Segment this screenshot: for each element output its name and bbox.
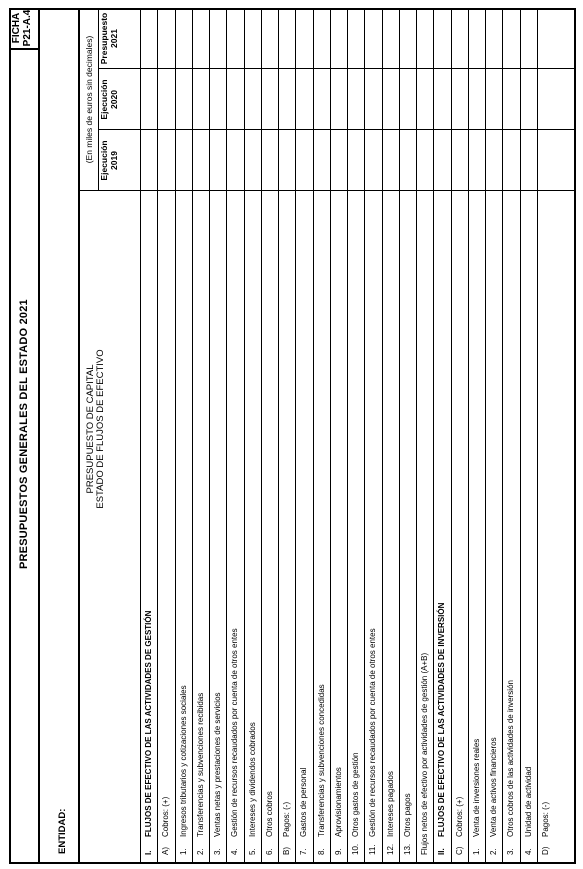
- row-label: Ventas netas y prestaciones de servicios: [213, 692, 222, 837]
- row-number: D): [540, 846, 550, 855]
- table-header-rule: [140, 8, 141, 864]
- row-rule: [157, 8, 158, 864]
- entity-label: ENTIDAD:: [57, 808, 68, 854]
- row-label: Otros cobros: [264, 791, 274, 837]
- row-rule: [347, 8, 348, 864]
- row-rule: [330, 8, 331, 864]
- row-label: FLUJOS DE EFECTIVO DE LAS ACTIVIDADES DE INVERSIÓN: [437, 602, 447, 837]
- row-label: Otros pagos: [402, 793, 412, 837]
- column-header-presupuesto-2021: [99, 8, 119, 69]
- document-title-line1: PRESUPUESTO DE CAPITAL: [85, 364, 96, 494]
- row-rule: [416, 8, 417, 864]
- row-rule: [382, 8, 383, 864]
- column-header-year: 2019: [109, 151, 119, 170]
- table-row-label: [230, 628, 240, 855]
- row-number: B): [282, 847, 291, 855]
- row-label: Intereses pagados: [385, 771, 395, 837]
- table-row-label: [524, 767, 534, 855]
- table-row-label: [403, 793, 413, 855]
- row-rule: [295, 8, 296, 864]
- row-number: II.: [437, 848, 447, 855]
- row-number: 1.: [178, 848, 188, 855]
- row-rule: [192, 8, 193, 864]
- table-row-label: [248, 722, 258, 855]
- row-label: Venta de inversiones reales: [471, 738, 481, 837]
- table-row-label: [317, 684, 327, 855]
- row-label: Venta de activos financieros: [489, 737, 498, 837]
- row-rule: [364, 8, 365, 864]
- table-row-label: [489, 737, 499, 855]
- row-label: Pagos: (-): [540, 801, 550, 837]
- row-number: 2.: [195, 848, 205, 855]
- column-header-line: Presupuesto: [99, 12, 109, 65]
- row-number: 9.: [333, 848, 343, 855]
- ficha-divider: [9, 48, 38, 50]
- row-rule: [537, 8, 538, 864]
- row-label: Transferencias y subvenciones concedidas: [316, 684, 326, 837]
- row-label: Gastos de personal: [299, 767, 309, 837]
- row-rule: [244, 8, 245, 864]
- table-row-label: [368, 628, 378, 855]
- row-label: FLUJOS DE EFECTIVO DE LAS ACTIVIDADES DE GESTIÓN: [144, 610, 153, 837]
- row-rule: [520, 8, 521, 864]
- table-row-label: [420, 653, 430, 855]
- row-label: Gestión de recursos recaudados por cuenta de otros entes: [368, 628, 378, 837]
- row-rule: [209, 8, 210, 864]
- row-rule: [468, 8, 469, 864]
- document-title-line2: ESTADO DE FLUJOS DE EFECTIVO: [95, 349, 106, 509]
- row-rule: [451, 8, 452, 864]
- row-label: Pagos: (-): [282, 801, 291, 837]
- table-row-label: [386, 771, 396, 855]
- row-number: 5.: [247, 848, 257, 855]
- row-rule: [399, 8, 400, 864]
- entity-rule: [78, 8, 80, 864]
- row-number: 2.: [489, 848, 498, 855]
- ficha-number: P21-A.4: [22, 9, 33, 47]
- table-row-label: [161, 797, 171, 855]
- column-header-ejecucion-2019: [99, 130, 119, 191]
- row-number: 8.: [316, 848, 326, 855]
- table-row-label: [144, 611, 154, 855]
- table-row-label: [506, 680, 516, 855]
- row-rule: [502, 8, 503, 864]
- row-number: 6.: [264, 848, 274, 855]
- table-row-label: [455, 797, 465, 855]
- row-label: Intereses y dividendos cobrados: [247, 722, 257, 837]
- column-header-year: 2020: [109, 90, 119, 109]
- table-row-label: [334, 767, 344, 855]
- column-header-year: 2021: [109, 29, 119, 48]
- row-number: 13.: [402, 843, 412, 855]
- table-row-label: [282, 802, 292, 855]
- page-title: PRESUPUESTOS GENERALES DEL ESTADO 2021: [18, 299, 30, 569]
- row-rule: [261, 8, 262, 864]
- row-label: Otros cobros de las actividades de inversión: [506, 680, 516, 837]
- ficha-label: FICHA: [11, 12, 22, 44]
- table-row-label: [265, 791, 275, 855]
- document-title: [86, 279, 106, 579]
- column-divider: [98, 68, 576, 69]
- row-rule: [226, 8, 227, 864]
- table-row-label: [541, 802, 551, 855]
- header-rule: [38, 8, 40, 864]
- table-row-label: [351, 753, 361, 856]
- row-rule: [485, 8, 486, 864]
- table-row-label: [213, 692, 223, 855]
- row-number: 12.: [385, 843, 395, 855]
- row-number: 11.: [368, 844, 378, 855]
- row-number: C): [454, 846, 464, 855]
- column-header-line: Ejecución: [99, 79, 109, 120]
- row-label: Unidad de actividad: [523, 766, 533, 837]
- units-note: (En miles de euros sin decimales): [84, 35, 94, 164]
- row-rule: [313, 8, 314, 864]
- row-label: Cobros: (+): [161, 796, 171, 837]
- row-number: 10.: [351, 843, 360, 855]
- column-header-ejecucion-2020: [99, 69, 119, 130]
- table-row-label: [299, 768, 309, 855]
- row-rule: [175, 8, 176, 864]
- row-label: Gestión de recursos recaudados por cuenta de otros entes: [230, 628, 240, 837]
- row-label: Ingresos tributarios y cotizaciones sociales: [178, 685, 188, 837]
- table-row-label: [179, 685, 189, 855]
- row-label: Aprovisionamientos: [333, 767, 343, 837]
- column-divider: [98, 129, 576, 130]
- table-row-label: [196, 693, 206, 855]
- row-number: A): [161, 847, 171, 855]
- table-row-label: [472, 739, 482, 855]
- table-row-label: [437, 603, 447, 855]
- row-number: 4.: [523, 848, 533, 855]
- column-header-line: Ejecución: [99, 140, 109, 181]
- row-rule: [278, 8, 279, 864]
- row-number: 1.: [471, 848, 481, 855]
- row-label: Cobros: (+): [454, 796, 464, 837]
- row-label: Otros gastos de gestión: [351, 752, 360, 837]
- row-label: Flujos netos de efectivo por actividades de gestión (A+B): [420, 652, 429, 855]
- row-number: 3.: [506, 848, 516, 855]
- ficha-code: [11, 9, 33, 47]
- row-number: 7.: [299, 848, 309, 855]
- row-rule: [433, 8, 434, 864]
- row-label: Transferencias y subvenciones recibidas: [195, 692, 205, 837]
- row-number: 3.: [213, 848, 222, 855]
- row-number: I.: [144, 850, 153, 855]
- row-number: 4.: [230, 848, 240, 855]
